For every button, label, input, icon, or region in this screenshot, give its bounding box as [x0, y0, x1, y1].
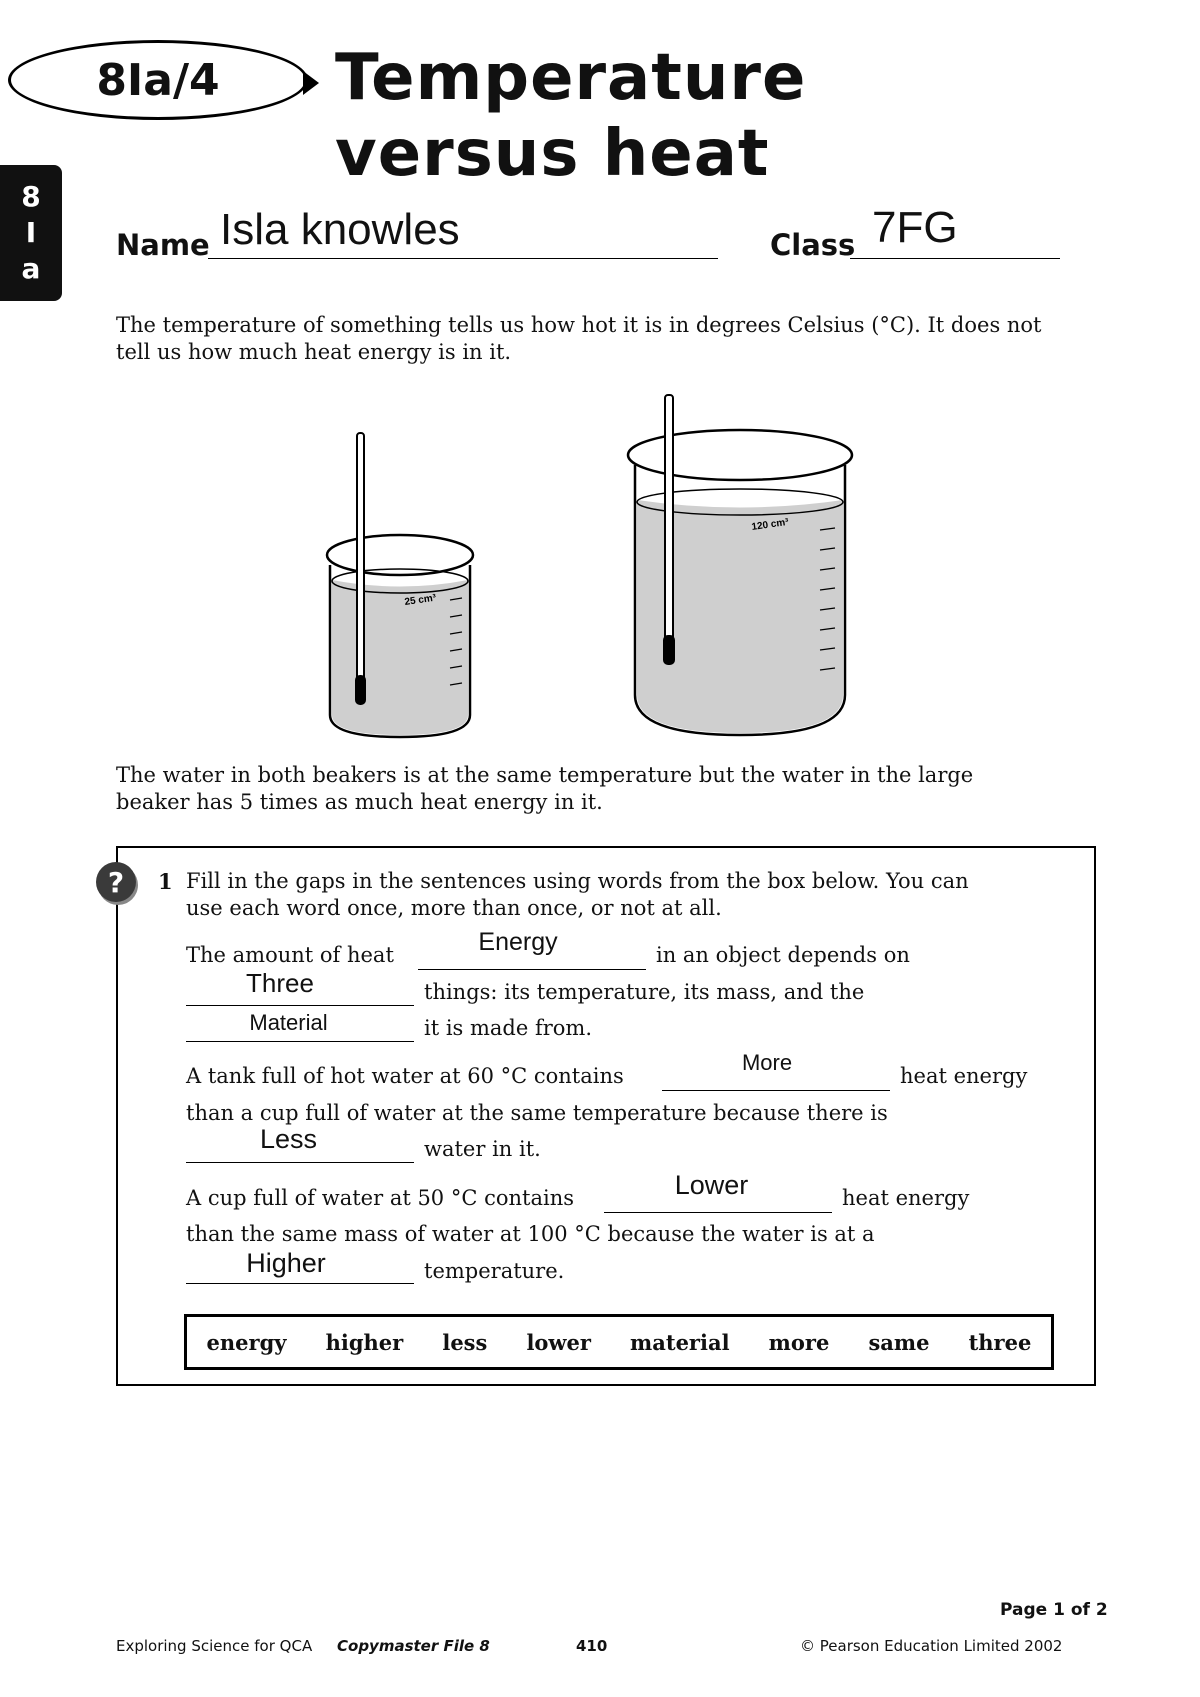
caption-line-2: beaker has 5 times as much heat energy in it.	[116, 790, 603, 814]
caption-text	[116, 762, 1116, 816]
sentence-text: heat energy	[842, 1186, 970, 1210]
blank-line	[662, 1090, 890, 1091]
answer-field[interactable]: Three	[246, 968, 314, 998]
worksheet-code: 8Ia/4	[8, 40, 308, 120]
name-field[interactable]: Isla knowles	[220, 205, 460, 254]
question-icon: ?	[96, 862, 136, 902]
footer-series: Exploring Science for QCA	[116, 1637, 313, 1655]
blank-line	[604, 1212, 832, 1213]
word-bank-item: less	[442, 1329, 488, 1355]
sentence-text: heat energy	[900, 1064, 1028, 1088]
instruction-line-2: use each word once, more than once, or not at all.	[186, 896, 722, 920]
page-indicator: Page 1 of 2	[1000, 1600, 1108, 1620]
title-line-1: Temperature	[335, 41, 807, 115]
side-tab-char: 8	[21, 180, 41, 213]
word-bank-item: same	[868, 1329, 930, 1355]
blank-line	[186, 1162, 414, 1163]
word-bank-item: energy	[206, 1329, 287, 1355]
word-bank-item: higher	[325, 1329, 404, 1355]
answer-field[interactable]: Energy	[478, 928, 558, 956]
class-label: Class	[770, 228, 856, 262]
intro-text	[116, 312, 1116, 366]
sentence-text: than a cup full of water at the same temperature because there is	[186, 1101, 888, 1125]
word-bank-item: more	[768, 1329, 830, 1355]
word-bank	[184, 1314, 1054, 1370]
question-number: 1	[158, 869, 173, 894]
name-label: Name	[116, 228, 210, 262]
footer-page-number: 410	[576, 1637, 608, 1655]
sentence-text: A cup full of water at 50 °C contains	[186, 1186, 574, 1210]
large-beaker	[628, 395, 852, 735]
sentence-text: things: its temperature, its mass, and the	[424, 980, 865, 1004]
answer-field[interactable]: Lower	[674, 1170, 749, 1200]
class-field[interactable]: 7FG	[872, 203, 958, 252]
sentence-text: than the same mass of water at 100 °C because the water is at a	[186, 1222, 875, 1246]
caption-line-1: The water in both beakers is at the same temperature but the water in the large	[116, 763, 974, 787]
page-title	[335, 40, 895, 192]
side-tab-char: I	[25, 216, 37, 249]
question-instruction	[186, 868, 1066, 922]
sentence-text: temperature.	[424, 1259, 565, 1283]
small-beaker-label: 25 cm³	[403, 592, 437, 608]
intro-line-2: tell us how much heat energy is in it.	[116, 340, 512, 364]
large-beaker-label: 120 cm³	[750, 516, 790, 533]
word-bank-item: material	[630, 1329, 730, 1355]
blank-line	[186, 1005, 414, 1006]
name-line	[208, 258, 718, 259]
footer-file: Copymaster File 8	[337, 1637, 490, 1655]
answer-field[interactable]: Higher	[246, 1248, 326, 1278]
title-line-2: versus heat	[335, 117, 770, 191]
side-tab-char: a	[21, 252, 41, 285]
footer-copyright: © Pearson Education Limited 2002	[800, 1637, 1063, 1655]
blank-line	[186, 1041, 414, 1042]
sentence-text: A tank full of hot water at 60 °C contains	[186, 1064, 624, 1088]
word-bank-item: three	[968, 1329, 1032, 1355]
answer-field[interactable]: Material	[249, 1010, 328, 1035]
blank-line	[186, 1283, 414, 1284]
side-tab	[0, 165, 62, 301]
answer-field[interactable]: Less	[259, 1124, 318, 1154]
sentence-text: it is made from.	[424, 1016, 593, 1040]
class-line	[850, 258, 1060, 259]
blank-line	[418, 969, 646, 970]
intro-line-1: The temperature of something tells us how hot it is in degrees Celsius (°C). It does not	[116, 313, 1042, 337]
sentence-text: in an object depends on	[656, 943, 910, 967]
word-bank-item: lower	[526, 1329, 591, 1355]
small-beaker	[327, 433, 473, 737]
sentence-text: The amount of heat	[186, 943, 394, 967]
beakers-figure	[300, 385, 880, 745]
instruction-line-1: Fill in the gaps in the sentences using words from the box below. You can	[186, 869, 969, 893]
sentence-text: water in it.	[424, 1137, 541, 1161]
answer-field[interactable]: More	[741, 1050, 793, 1075]
